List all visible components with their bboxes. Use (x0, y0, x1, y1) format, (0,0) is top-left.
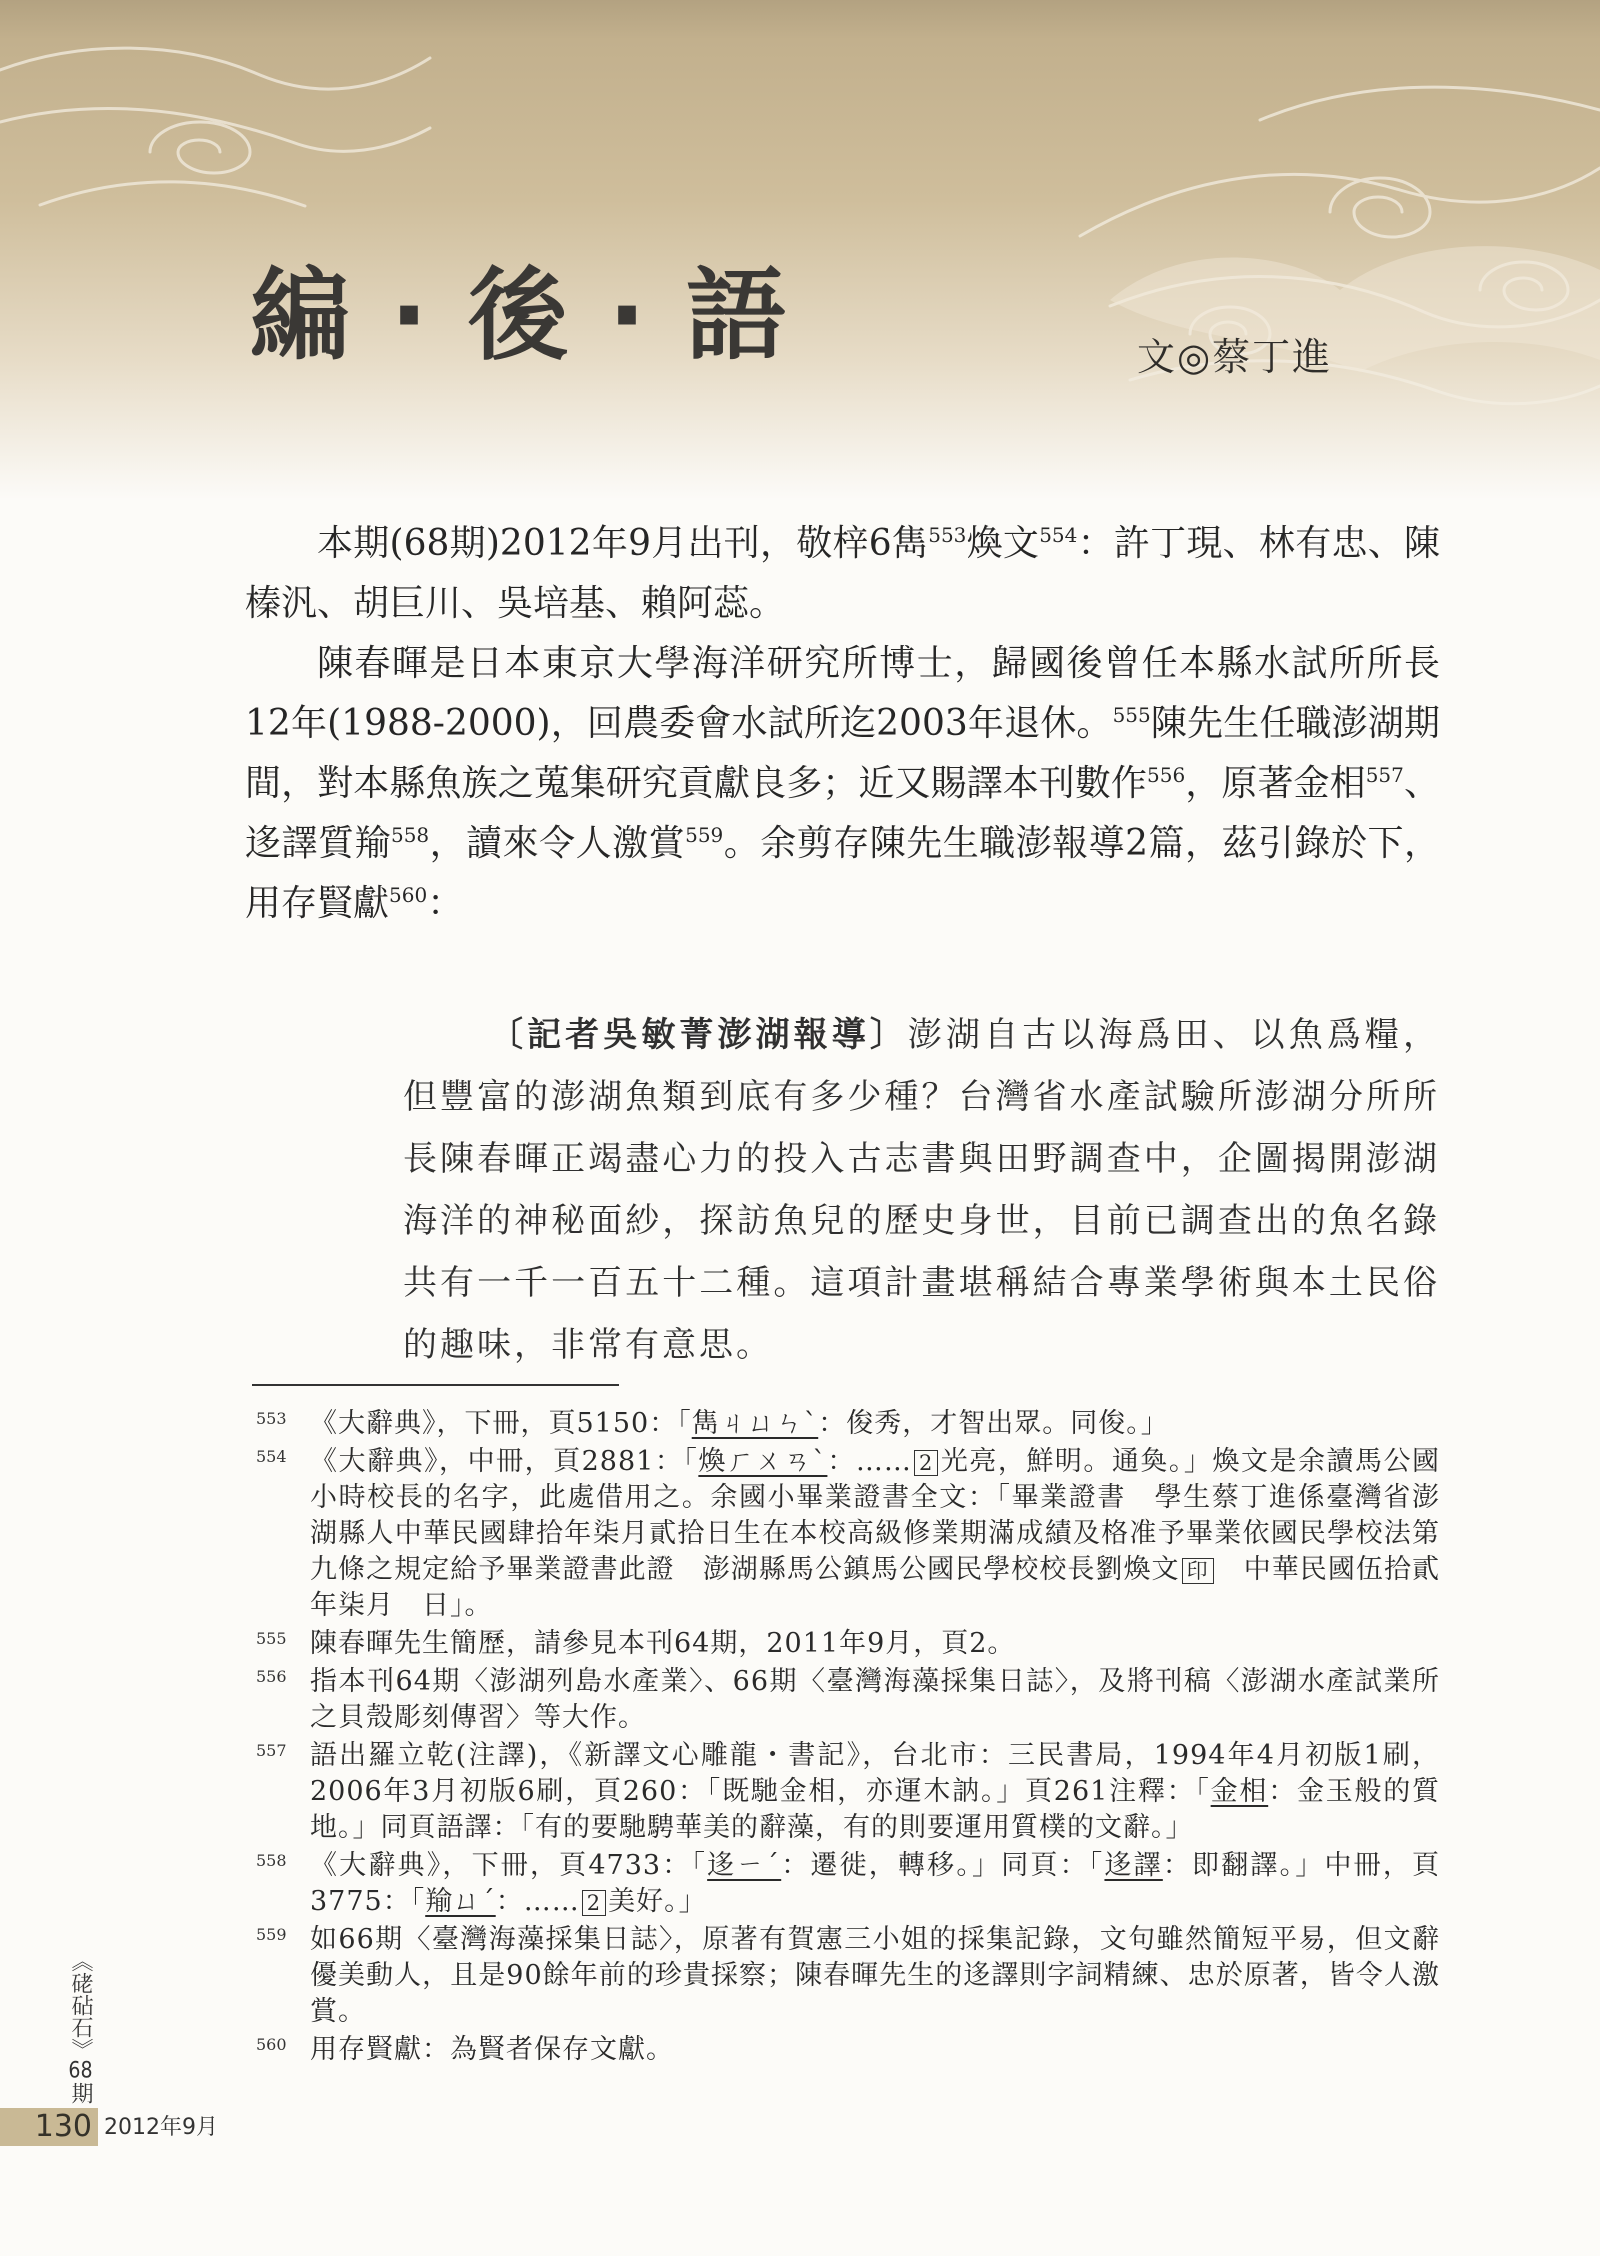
journal-running-head (68, 1950, 92, 2104)
footnote-555 (245, 1626, 1440, 1662)
quote-source: 〔記者吳敏菁澎湖報導〕 (489, 1015, 908, 1055)
text-run: 陳春暉先生簡歷，請參見本刊64期，2011年9月，頁2。 (310, 1628, 1016, 1659)
dictionary-headword: 迻譯 (1104, 1850, 1163, 1881)
news-quote-block (403, 1004, 1440, 1376)
intro-paragraph (245, 514, 1440, 634)
quote-text: 澎湖自古以海爲田、以魚爲糧，但豐富的澎湖魚類到底有多少種？台灣省水產試驗所澎湖分所所長陳春暉正竭盡心力的投入古志書與田野調查中，企圖揭開澎湖海洋的神秘面紗，探訪魚兒的歷史身世，目前已調查出的魚名錄共有一千一百五十二種。這項計畫堪稱結合專業學術與本土民俗的趣味，非常有意思。 (403, 1015, 1441, 1365)
footnote-text (310, 1626, 1440, 1662)
footnote-554 (245, 1444, 1440, 1624)
text-run: ：…… (827, 1446, 912, 1477)
issue-date: 2012年9月 (104, 2115, 218, 2140)
footnote-text (310, 1406, 1440, 1442)
text-run: 陳春暉是日本東京大學海洋研究所博士，歸國後曾任本縣水試所所長12年(1988-2000)，回農委會水試所迄2003年退休。 (245, 643, 1440, 744)
footnote-number: 556 (256, 1667, 287, 1686)
sense-number-box: 2 (914, 1450, 938, 1476)
footnote-559 (245, 1922, 1440, 2030)
text-run: 本期(68期)2012年9月出刊，敬梓6雋 (317, 523, 929, 564)
text-run: 語出羅立乾(注譯)，《新譯文心雕龍・書記》，台北市：三民書局，1994年4月初版1刷，2006年3月初版6刷，頁260：「既馳金相，亦運木訥。」頁261注釋：「 (310, 1740, 1440, 1807)
header-gradient (0, 0, 1600, 500)
footnote-ref: 553 (928, 523, 967, 547)
footnote-text (310, 2032, 1440, 2068)
dictionary-headword: 雋ㄐㄩㄣˋ (691, 1408, 819, 1439)
text-run: 。余剪存陳先生職澎報導2篇，茲引錄於下，用存賢獻 (245, 823, 1440, 924)
text-run: 陳先生任職澎湖期間，對本縣魚族之蒐集研究貢獻良多；近又賜譯本刊數作 (245, 703, 1440, 804)
text-run: 中華民國伍拾貳年柒月 日」。 (310, 1554, 1441, 1621)
issue-number: 68 (68, 2060, 93, 2082)
page-title: 編·後·語 (250, 257, 826, 374)
footnote-text (310, 1848, 1440, 1920)
text-run: 、迻譯質羭 (245, 763, 1440, 864)
footnote-number: 558 (256, 1851, 287, 1870)
text-run: ：…… (495, 1886, 580, 1917)
text-run: ：俊秀，才智出眾。同俊。」 (818, 1408, 1169, 1439)
footnote-number: 559 (256, 1925, 287, 1944)
footnote-text (310, 1444, 1440, 1624)
footnote-ref: 559 (685, 823, 724, 847)
footnote-number: 557 (256, 1741, 287, 1760)
seal-mark-box: 印 (1182, 1558, 1214, 1584)
footnote-ref: 558 (390, 823, 430, 847)
text-run: 《大辭典》，下冊，頁4733：「 (310, 1850, 708, 1881)
page-number: 130 (0, 2108, 98, 2146)
text-run: 如66期〈臺灣海藻採集日誌〉，原著有賀憲三小姐的採集記錄，文句雖然簡短平易，但文辭優美動人，且是90餘年前的珍貴採察；陳春暉先生的迻譯則字詞精練、忠於原著，皆令人激賞。 (310, 1924, 1440, 2027)
author-byline: 文◎蔡丁進 (1137, 335, 1333, 379)
text-run: ：即翻譯。」中冊，頁3775：「 (310, 1850, 1441, 1917)
text-run: 用存賢獻：為賢者保存文獻。 (310, 2034, 674, 2065)
annotated-term: 金相 (1210, 1776, 1269, 1807)
footnote-556 (245, 1664, 1440, 1736)
dictionary-headword: 羭ㄩˊ (425, 1886, 496, 1917)
text-run: 《大辭典》，中冊，頁2881：「 (310, 1446, 699, 1477)
footnote-ref: 554 (1039, 523, 1078, 547)
footnote-ref: 557 (1365, 763, 1404, 787)
footnote-text (310, 1664, 1440, 1736)
footnote-number: 554 (256, 1447, 287, 1466)
footnote-number: 555 (256, 1629, 287, 1648)
footnote-ref: 560 (389, 883, 428, 907)
footnote-560 (245, 2032, 1440, 2068)
text-run: ：金玉般的質地。」同頁語譯：「有的要馳騁華美的辭藻，有的則要運用質樸的文辭。」 (310, 1776, 1441, 1843)
footnote-ref: 555 (1112, 703, 1151, 727)
footnote-number: 553 (256, 1409, 287, 1428)
text-run: 美好。」 (608, 1886, 707, 1917)
header-cloud-background (0, 0, 1600, 500)
footnote-558 (245, 1848, 1440, 1920)
article-body (245, 514, 1440, 2070)
footnote-553 (245, 1406, 1440, 1442)
footnote-ref: 556 (1147, 763, 1186, 787)
text-run: ：許丁現、林有忠、陳榛汎、胡巨川、吳培基、賴阿蕊。 (245, 523, 1440, 624)
text-run: 光亮，鮮明。通奐。」煥文是余讀馬公國小時校長的名字，此處借用之。余國小畢業證書全文：「畢業證書 學生蔡丁進係臺灣省澎湖縣人中華民國肆拾年柒月貳拾日生在本校高級修業期滿成績及格准予畢業依國民學校法第九條之規定給予畢業證書此證 澎湖縣馬公鎮馬公國民學校校長劉煥文 (310, 1446, 1441, 1585)
footnote-557 (245, 1738, 1440, 1846)
footnotes (245, 1406, 1440, 2068)
footnote-number: 560 (256, 2035, 287, 2054)
journal-name: 《硓砧石》 (68, 1950, 93, 2060)
dictionary-headword: 煥ㄏㄨㄢˋ (698, 1446, 828, 1477)
footnote-text (310, 1922, 1440, 2030)
sense-number-box: 2 (582, 1890, 606, 1916)
issue-suffix: 期 (68, 2082, 93, 2104)
text-run: 指本刊64期〈澎湖列島水產業〉、66期〈臺灣海藻採集日誌〉，及將刊稿〈澎湖水產試業所之貝殼彫刻傳習〉等大作。 (310, 1666, 1440, 1733)
dictionary-headword: 迻ㄧˊ (707, 1850, 782, 1881)
text-run: 煥文 (966, 523, 1040, 564)
text-run: ： (427, 883, 464, 924)
text-run: ，原著金相 (1185, 763, 1366, 804)
footnote-text (310, 1738, 1440, 1846)
text-run: ：遷徙，轉移。」同頁：「 (781, 1850, 1105, 1881)
profile-paragraph (245, 634, 1440, 934)
text-run: 《大辭典》，下冊，頁5150：「 (310, 1408, 692, 1439)
text-run: ，讀來令人激賞 (429, 823, 686, 864)
footnote-divider (252, 1384, 619, 1386)
